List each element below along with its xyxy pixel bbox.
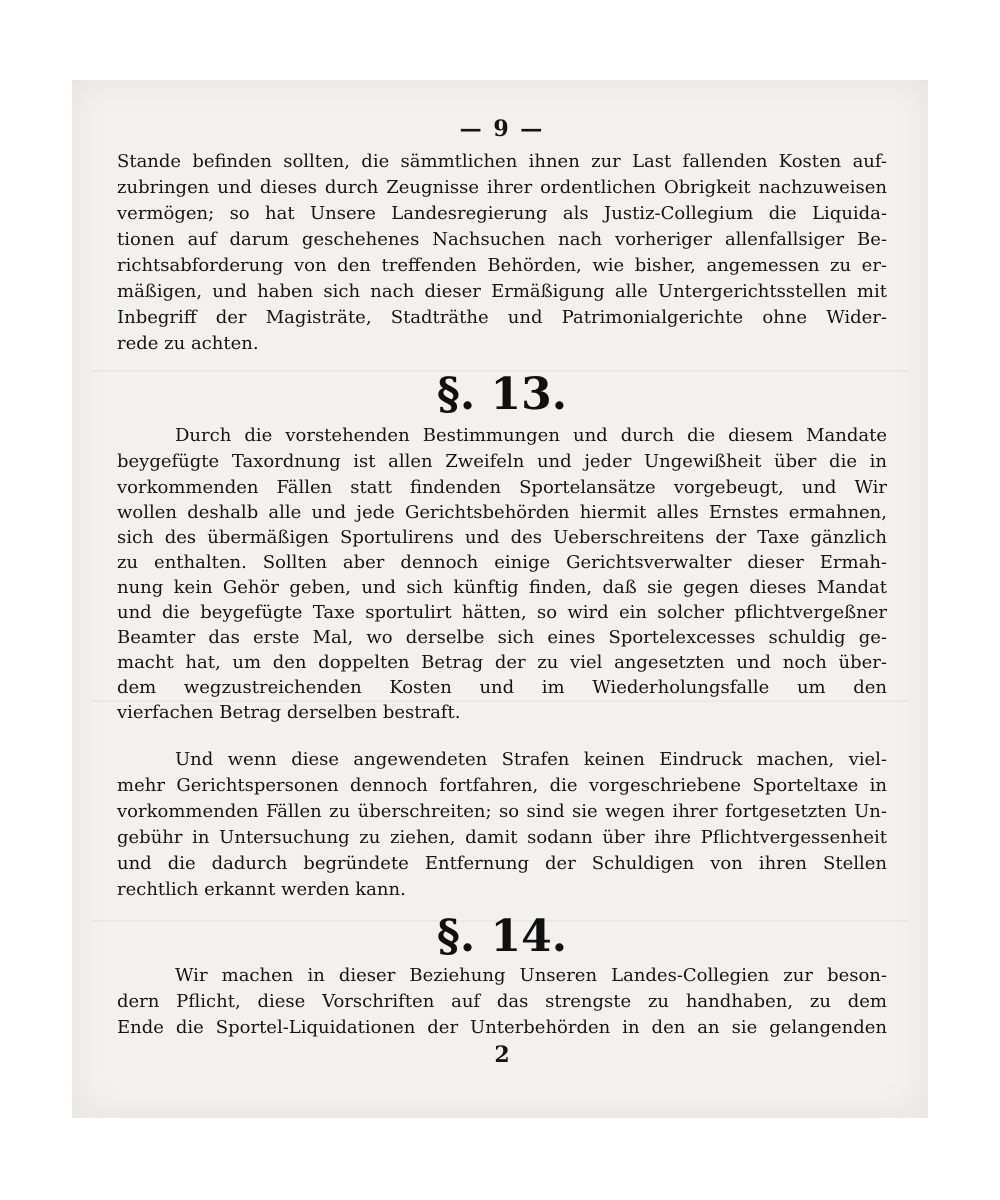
text-line: richtsabforderung von den treffenden Behörden, wie bisher, angemessen zu er- (117, 255, 887, 276)
text-line: und die dadurch begründete Entfernung der Schuldigen von ihren Stellen (117, 853, 887, 874)
text-line: vierfachen Betrag derselben bestraft. (117, 702, 461, 723)
text-line: nung kein Gehör geben, und sich künftig finden, daß sie gegen dieses Mandat (117, 577, 887, 598)
section-heading-13: §. 13. (436, 369, 568, 420)
text-line: Ende die Sportel-Liquidationen der Unterbehörden in den an sie gelangenden (117, 1017, 887, 1038)
text-line: Beamter das erste Mal, wo derselbe sich eines Sportelexcesses schuldig ge- (117, 627, 887, 648)
text-line: wollen deshalb alle und jede Gerichtsbehörden hiermit alles Ernstes ermahnen, (117, 502, 887, 523)
text-line: mäßigen, und haben sich nach dieser Ermäßigung alle Untergerichtsstellen mit (117, 281, 887, 302)
text-line: rede zu achten. (117, 333, 259, 354)
text-line: tionen auf darum geschehenes Nachsuchen nach vorheriger allenfallsiger Be- (117, 229, 887, 250)
text-line: vermögen; so hat Unsere Landesregierung als Justiz-Collegium die Liquida- (117, 203, 887, 224)
text-line: sich des übermäßigen Sportulirens und des Ueberschreitens der Taxe gänzlich (117, 527, 887, 548)
text-line: rechtlich erkannt werden kann. (117, 879, 406, 900)
text-line: beygefügte Taxordnung ist allen Zweifeln und jeder Ungewißheit über die in (117, 451, 887, 472)
text-line: vorkommenden Fällen statt findenden Sportelansätze vorgebeugt, und Wir (117, 477, 887, 498)
text-line: dern Pflicht, diese Vorschriften auf das strengste zu handhaben, zu dem (117, 991, 887, 1012)
text-line: macht hat, um den doppelten Betrag der zu viel angesetzten und noch über- (117, 652, 887, 673)
text-line: Inbegriff der Magisträte, Stadträthe und Patrimonialgerichte ohne Wider- (117, 307, 887, 328)
text-line: Und wenn diese angewendeten Strafen keinen Eindruck machen, viel- (175, 749, 887, 770)
text-line: und die beygefügte Taxe sportulirt hätten, so wird ein solcher pflichtvergeßner (117, 602, 887, 623)
text-line: mehr Gerichtspersonen dennoch fortfahren, die vorgeschriebene Sporteltaxe in (117, 775, 887, 796)
text-line: zubringen und dieses durch Zeugnisse ihrer ordentlichen Obrigkeit nachzuweisen (117, 177, 887, 198)
text-line: Wir machen in dieser Beziehung Unseren Landes-Collegien zur beson- (175, 965, 887, 986)
text-line: Durch die vorstehenden Bestimmungen und durch die diesem Mandate (175, 425, 887, 446)
signature-mark: 2 (494, 1042, 510, 1068)
page-number: — 9 — (459, 116, 545, 142)
section-heading-14: §. 14. (436, 911, 568, 962)
text-line: Stande befinden sollten, die sämmtlichen ihnen zur Last fallenden Kosten auf- (117, 151, 887, 172)
paper-sheet (72, 80, 928, 1118)
text-line: dem wegzustreichenden Kosten und im Wiederholungsfalle um den (117, 677, 887, 698)
text-line: zu enthalten. Sollten aber dennoch einige Gerichtsverwalter dieser Ermah- (117, 552, 887, 573)
text-line: gebühr in Untersuchung zu ziehen, damit sodann über ihre Pflichtvergessenheit (117, 827, 887, 848)
text-line: vorkommenden Fällen zu überschreiten; so sind sie wegen ihrer fortgesetzten Un- (117, 801, 887, 822)
